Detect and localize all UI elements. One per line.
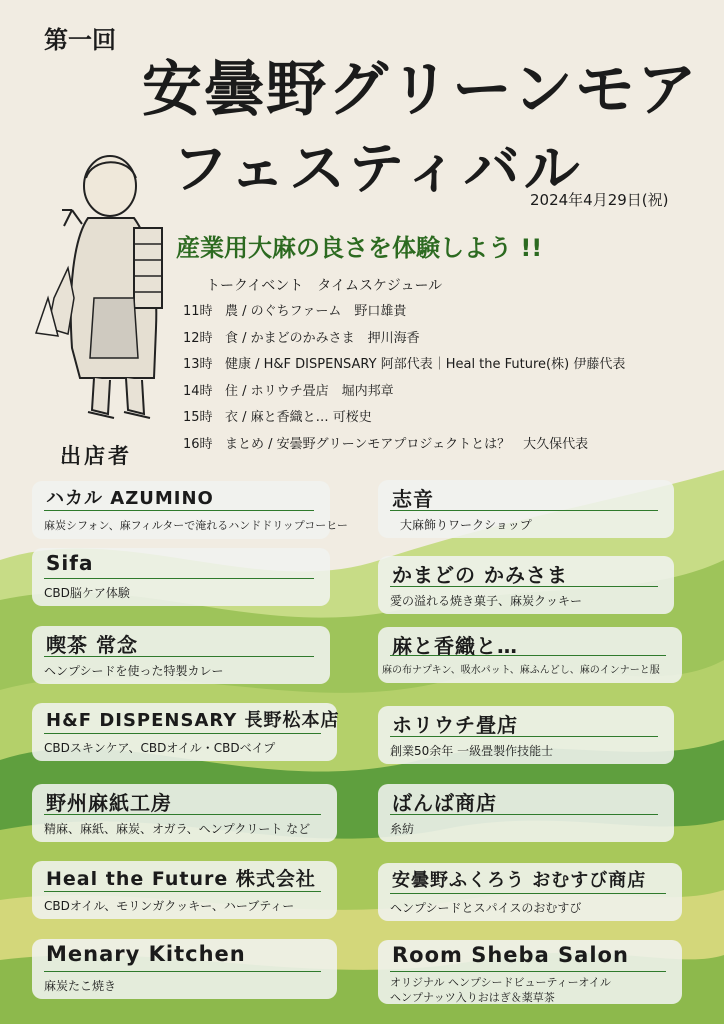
shop-name: H&F DISPENSARY 長野松本店	[46, 710, 340, 731]
schedule-text: 農 / のぐちファーム 野口雄貴	[225, 304, 407, 319]
shop-card-right-6	[378, 863, 682, 921]
schedule-row	[183, 379, 625, 406]
shop-desc: 麻炭たこ焼き	[44, 979, 117, 993]
schedule-list	[183, 299, 625, 459]
shop-desc: ヘンプシードを使った特製カレー	[44, 664, 224, 678]
schedule-time: 12時	[183, 330, 213, 346]
shop-name: かまどの かみさま	[392, 563, 568, 587]
festival-date: 2024年4月29日(祝)	[530, 191, 669, 209]
shop-desc: CBD脳ケア体験	[44, 586, 130, 600]
festival-title-line1: 安曇野グリーンモア	[142, 55, 699, 125]
shop-name: Sifa	[46, 551, 94, 575]
shop-card-left-6	[32, 861, 337, 919]
shop-name: ホリウチ畳店	[392, 713, 518, 737]
shop-desc: CBDオイル、モリンガクッキー、ハーブティー	[44, 899, 295, 913]
shop-desc: 創業50余年 一級畳製作技能士	[390, 744, 554, 758]
divider	[44, 578, 314, 579]
shop-desc: 大麻飾りワークショップ	[400, 518, 532, 532]
shop-card-right-5	[378, 784, 674, 842]
shop-desc: 糸紡	[390, 822, 415, 836]
divider	[44, 971, 321, 972]
divider	[44, 814, 321, 815]
schedule-row	[183, 432, 625, 459]
schedule-text: 住 / ホリウチ畳店 堀内邦章	[225, 383, 394, 399]
schedule-text: 衣 / 麻と香織と… 可桜史	[225, 410, 372, 426]
schedule-row	[183, 299, 625, 326]
divider	[390, 893, 666, 894]
shop-name: ばんば商店	[392, 791, 497, 815]
subtitle	[176, 228, 542, 263]
divider	[44, 891, 321, 892]
shop-name: Menary Kitchen	[46, 942, 246, 966]
shop-card-right-2	[378, 556, 674, 614]
divider	[390, 971, 666, 972]
shop-desc: 麻炭シフォン、麻フィルターで淹れるハンドドリップコーヒー	[44, 519, 348, 532]
schedule-row	[183, 352, 625, 379]
schedule-row	[183, 405, 625, 432]
festival-title-line2: フェスティバル	[172, 137, 584, 202]
divider	[44, 733, 321, 734]
shop-desc: CBDスキンケア、CBDオイル・CBDベイプ	[44, 741, 276, 755]
schedule-text: 食 / かまどのかみさま 押川海香	[225, 330, 420, 346]
schedule-time: 15時	[183, 410, 213, 426]
shop-name: Heal the Future 株式会社	[46, 868, 316, 890]
shop-card-left-3	[32, 626, 330, 684]
shop-card-right-1	[378, 480, 674, 538]
shop-desc: 麻の布ナプキン、吸水パット、麻ふんどし、麻のインナーと服	[382, 665, 660, 676]
shop-name: 志音	[392, 487, 434, 511]
shop-desc: オリジナル ヘンプシードビューティーオイル	[390, 976, 611, 989]
divider	[390, 510, 658, 511]
character-illustration	[34, 148, 174, 438]
divider	[390, 736, 658, 737]
divider	[44, 510, 314, 511]
shop-name: Room Sheba Salon	[392, 943, 629, 967]
shop-desc-line2: ヘンプナッツ入りおはぎ＆薬草茶	[390, 991, 555, 1004]
schedule-time: 14時	[183, 383, 213, 399]
shop-card-right-7	[378, 940, 682, 1004]
shop-card-right-4	[378, 706, 674, 764]
schedule-time: 16時	[183, 436, 213, 452]
shop-card-left-1	[32, 481, 348, 539]
shop-name: 喫茶 常念	[46, 633, 138, 657]
shop-desc: ヘンプシードとスパイスのおむすび	[390, 901, 582, 915]
shop-name: 野州麻紙工房	[46, 791, 172, 815]
schedule-time: 11時	[183, 304, 213, 319]
shop-card-left-4	[32, 703, 340, 761]
schedule-row	[183, 326, 625, 353]
shop-name: ハカル AZUMINO	[46, 488, 214, 509]
shop-card-left-5	[32, 784, 337, 842]
subtitle-text: 産業用大麻の良さを体験しよう	[176, 234, 512, 262]
divider	[390, 655, 666, 656]
shop-desc: 精麻、麻紙、麻炭、オガラ、ヘンプクリート など	[44, 822, 311, 836]
schedule-text: 健康 / H&F DISPENSARY 阿部代表｜Heal the Future(株) 伊藤代表	[225, 357, 626, 373]
divider	[390, 586, 658, 587]
shop-card-left-2	[32, 548, 330, 606]
divider	[44, 656, 314, 657]
shop-card-left-7	[32, 939, 337, 999]
schedule-text: まとめ / 安曇野グリーンモアプロジェクトとは？ 大久保代表	[225, 436, 589, 452]
shops-label: 出店者	[60, 444, 132, 468]
shop-name: 麻と香織と…	[392, 634, 518, 658]
schedule-heading: トークイベント タイムスケジュール	[206, 278, 443, 294]
schedule-time: 13時	[183, 357, 213, 373]
subtitle-exclamation: !!	[520, 234, 543, 262]
edition-label: 第一回	[44, 26, 116, 54]
divider	[390, 814, 658, 815]
shop-desc: 愛の溢れる焼き菓子、麻炭クッキー	[390, 594, 583, 608]
shop-name: 安曇野ふくろう おむすび商店	[392, 870, 647, 891]
shop-card-right-3	[378, 627, 682, 683]
